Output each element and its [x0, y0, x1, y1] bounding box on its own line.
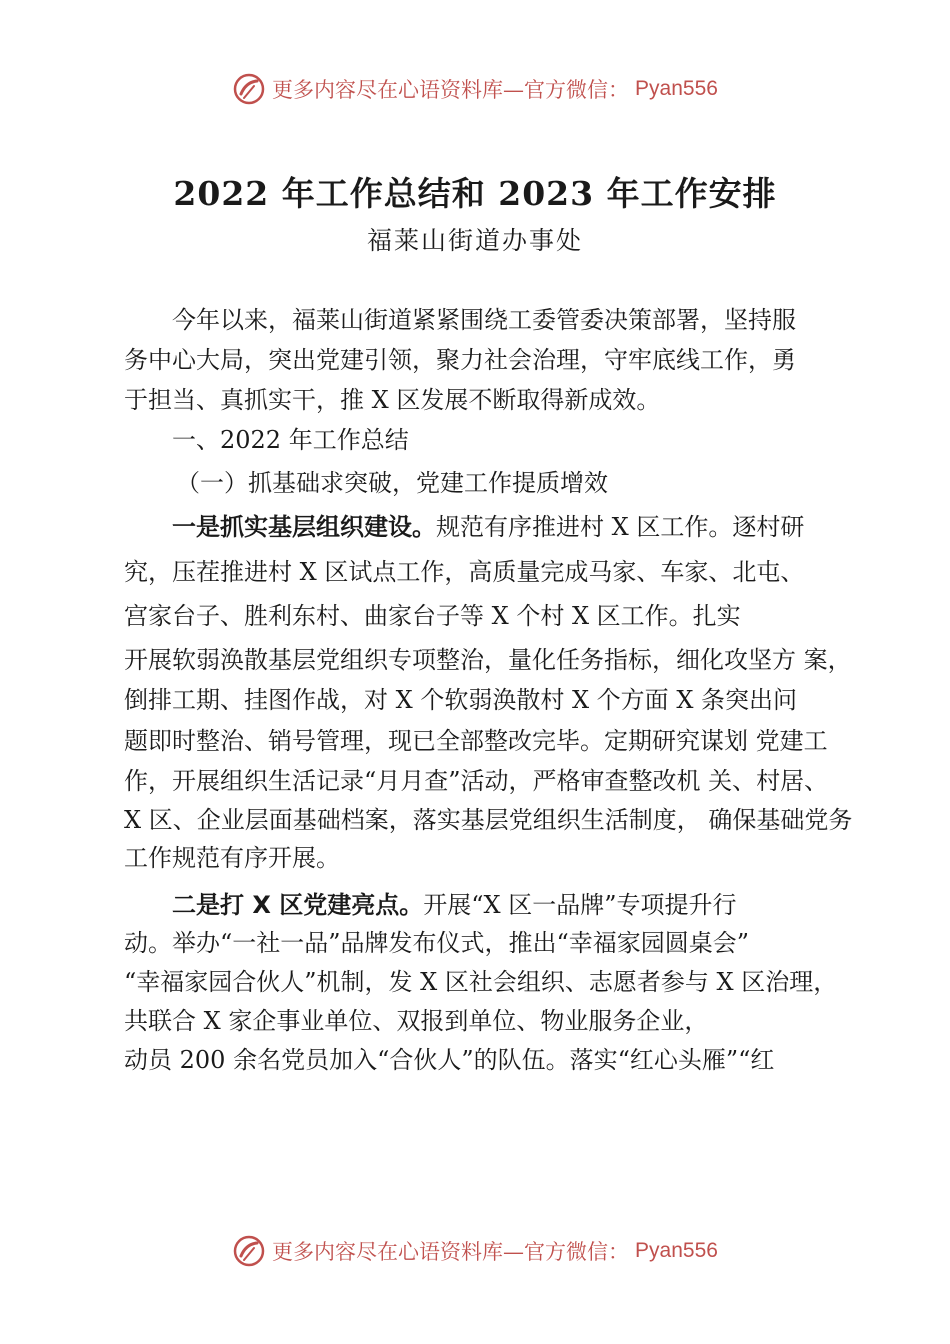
watermark-text: 更多内容尽在心语资料库—官方微信：: [272, 78, 630, 102]
subsection-heading: （一）抓基础求突破，党建工作提质增效: [176, 469, 608, 497]
body-line: 务中心大局，突出党建引领，聚力社会治理，守牢底线工作，勇: [124, 346, 796, 374]
watermark-id: Pyan556: [635, 1239, 718, 1262]
body-line: 今年以来，福莱山街道紧紧围绕工委管委决策部署，坚持服: [172, 306, 796, 334]
body-line: 宫家台子、胜利东村、曲家台子等 X 个村 X 区工作。扎实: [124, 602, 741, 630]
watermark-text: 更多内容尽在心语资料库—官方微信：: [272, 1240, 630, 1264]
body-line-text: 规范有序推进村 X 区工作。逐村研: [436, 513, 805, 541]
document-title: 2022 年工作总结和 2023 年工作安排: [173, 174, 777, 213]
body-line: 共联合 X 家企事业单位、双报到单位、物业服务企业，: [124, 1007, 709, 1035]
body-line: 于担当、真抓实干，推 X 区发展不断取得新成效。: [124, 386, 661, 414]
watermark-top: [0, 72, 950, 106]
body-line: 开展软弱涣散基层党组织专项整治，量化任务指标，细化攻坚方 案，: [124, 646, 852, 674]
body-line: 动。举办“一社一品”品牌发布仪式，推出“幸福家园圆桌会”: [124, 929, 750, 957]
body-line: [172, 890, 736, 920]
logo-icon: [232, 72, 266, 106]
body-line: [172, 512, 804, 542]
body-line: “幸福家园合伙人”机制，发 X 区社会组织、志愿者参与 X 区治理，: [124, 968, 838, 996]
bold-lead-1: 一是抓实基层组织建设。: [172, 513, 436, 541]
logo-icon: [232, 1234, 266, 1268]
document-subtitle: 福莱山街道办事处: [366, 226, 583, 255]
section-heading: 一、2022 年工作总结: [172, 426, 409, 454]
bold-lead-2: 二是打 X 区党建亮点。: [172, 891, 424, 919]
body-line: 动员 200 余名党员加入“合伙人”的队伍。落实“红心头雁”“红: [124, 1046, 775, 1074]
body-line: 题即时整治、销号管理，现已全部整改完毕。定期研究谋划 党建工: [124, 727, 828, 755]
body-line: 倒排工期、挂图作战，对 X 个软弱涣散村 X 个方面 X 条突出问: [124, 686, 798, 714]
body-line: 作，开展组织生活记录“月月查”活动，严格审查整改机 关、村居、: [124, 767, 829, 795]
watermark-id: Pyan556: [635, 77, 718, 100]
body-line: X 区、企业层面基础档案，落实基层党组织生活制度， 确保基础党务: [124, 806, 853, 834]
body-line: 究，压茬推进村 X 区试点工作，高质量完成马家、车家、北屯、: [124, 558, 805, 586]
body-line-text: 开展“X 区一品牌”专项提升行: [423, 891, 737, 919]
body-line: 工作规范有序开展。: [124, 844, 340, 872]
watermark-bottom: [0, 1234, 950, 1268]
